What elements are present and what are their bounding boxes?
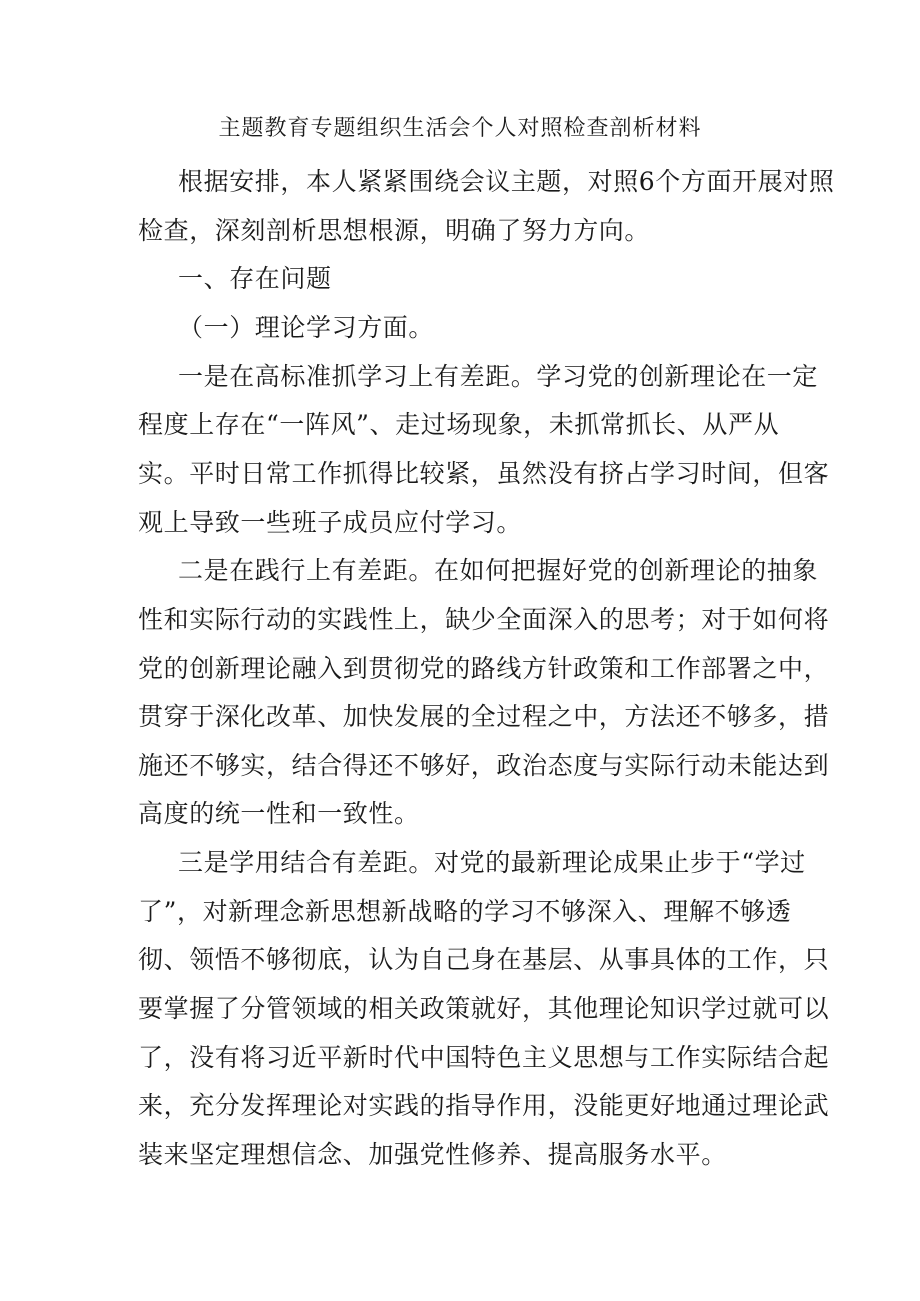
section-heading: 一、存在问题 xyxy=(178,264,332,293)
paragraph-1-line-2: 程度上存在“一阵风”、走过场现象，未抓常抓长、从严从 xyxy=(138,410,780,439)
paragraph-1-line-4: 观上导致一些班子成员应付学习。 xyxy=(138,508,523,537)
paragraph-2-line-6: 高度的统一性和一致性。 xyxy=(138,799,420,828)
paragraph-2-line-1: 二是在践行上有差距。在如何把握好党的创新理论的抽象 xyxy=(178,556,819,585)
paragraph-3-line-1: 三是学用结合有差距。对党的最新理论成果止步于“学过 xyxy=(178,848,806,877)
paragraph-3-line-6: 来，充分发挥理论对实践的指导作用，没能更好地通过理论武 xyxy=(138,1091,830,1120)
paragraph-3-line-3: 彻、领悟不够彻底，认为自己身在基层、从事具体的工作，只 xyxy=(138,945,830,974)
paragraph-1-line-1: 一是在高标准抓学习上有差距。学习党的创新理论在一定 xyxy=(178,362,819,391)
document-title: 主题教育专题组织生活会个人对照检查剖析材料 xyxy=(218,116,702,141)
paragraph-2-line-5: 施还不够实，结合得还不够好，政治态度与实际行动未能达到 xyxy=(138,751,830,780)
subsection-heading: （一）理论学习方面。 xyxy=(178,313,435,342)
paragraph-intro-line-1: 根据安排，本人紧紧围绕会议主题，对照6个方面开展对照 xyxy=(178,167,835,196)
paragraph-3-line-7: 装来坚定理想信念、加强党性修养、提高服务水平。 xyxy=(138,1140,727,1169)
paragraph-1-line-3: 实。平时日常工作抓得比较紧，虽然没有挤占学习时间，但客 xyxy=(138,459,830,488)
paragraph-3-line-4: 要掌握了分管领域的相关政策就好，其他理论知识学过就可以 xyxy=(138,994,830,1023)
paragraph-3-line-5: 了，没有将习近平新时代中国特色主义思想与工作实际结合起 xyxy=(138,1043,830,1072)
paragraph-3-line-2: 了”，对新理念新思想新战略的学习不够深入、理解不够透 xyxy=(138,897,792,926)
paragraph-intro-line-2: 检查，深刻剖析思想根源，明确了努力方向。 xyxy=(138,216,651,245)
paragraph-2-line-4: 贯穿于深化改革、加快发展的全过程之中，方法还不够多，措 xyxy=(138,702,830,731)
paragraph-2-line-3: 党的创新理论融入到贯彻党的路线方针政策和工作部署之中， xyxy=(138,654,830,683)
paragraph-2-line-2: 性和实际行动的实践性上，缺少全面深入的思考；对于如何将 xyxy=(138,605,830,634)
